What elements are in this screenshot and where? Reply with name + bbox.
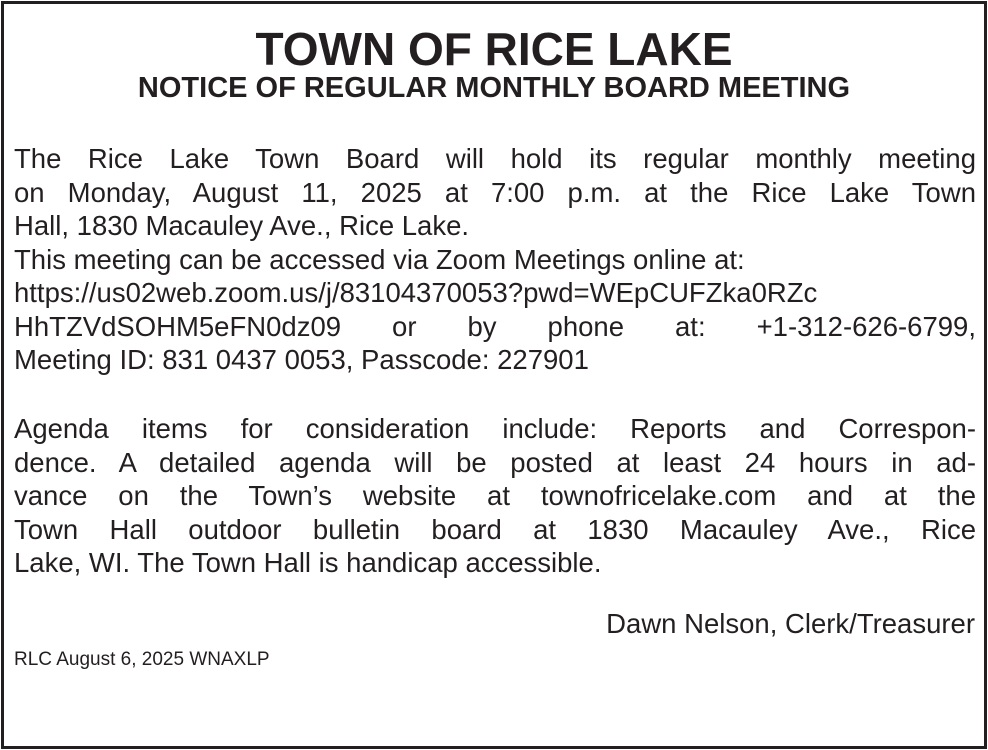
paragraph-line: This meeting can be accessed via Zoom Meetings online at: (14, 243, 745, 275)
clerk-signature: Dawn Nelson, Clerk/Treasurer (606, 608, 975, 639)
notice-subtitle: NOTICE OF REGULAR MONTHLY BOARD MEETING (137, 72, 851, 104)
legal-notice (1, 1, 987, 749)
paragraph-line: HhTZVdSOHM5eFN0dz09 or by phone at: +1-312-626-6799, (14, 310, 976, 342)
paragraph-line: dence. A detailed agenda will be posted at least 24 hours in ad- (14, 446, 976, 478)
paragraph-line: Hall, 1830 Macauley Ave., Rice Lake. (14, 210, 470, 241)
paragraph-line: Town Hall outdoor bulletin board at 1830 Macauley Ave., Rice (14, 513, 976, 545)
paragraph-line: vance on the Town’s website at townofricelake.com and at the (14, 480, 976, 511)
zoom-link-line: https://us02web.zoom.us/j/83104370053?pwd=WEpCUFZka0RZc (14, 277, 818, 308)
paragraph-line: Lake, WI. The Town Hall is handicap accessible. (14, 547, 602, 578)
agenda-paragraph (14, 412, 976, 580)
publication-footer: RLC August 6, 2025 WNAXLP (14, 649, 270, 670)
paragraph-line: Meeting ID: 831 0437 0053, Passcode: 227901 (14, 344, 589, 375)
paragraph-line: Agenda items for consideration include: Reports and Correspon- (14, 413, 976, 444)
paragraph-line: The Rice Lake Town Board will hold its regular monthly meeting (14, 143, 976, 174)
notice-title: TOWN OF RICE LAKE (255, 23, 733, 75)
meeting-details-paragraph (14, 142, 976, 377)
paragraph-line: on Monday, August 11, 2025 at 7:00 p.m. at the Rice Lake Town (14, 176, 976, 208)
